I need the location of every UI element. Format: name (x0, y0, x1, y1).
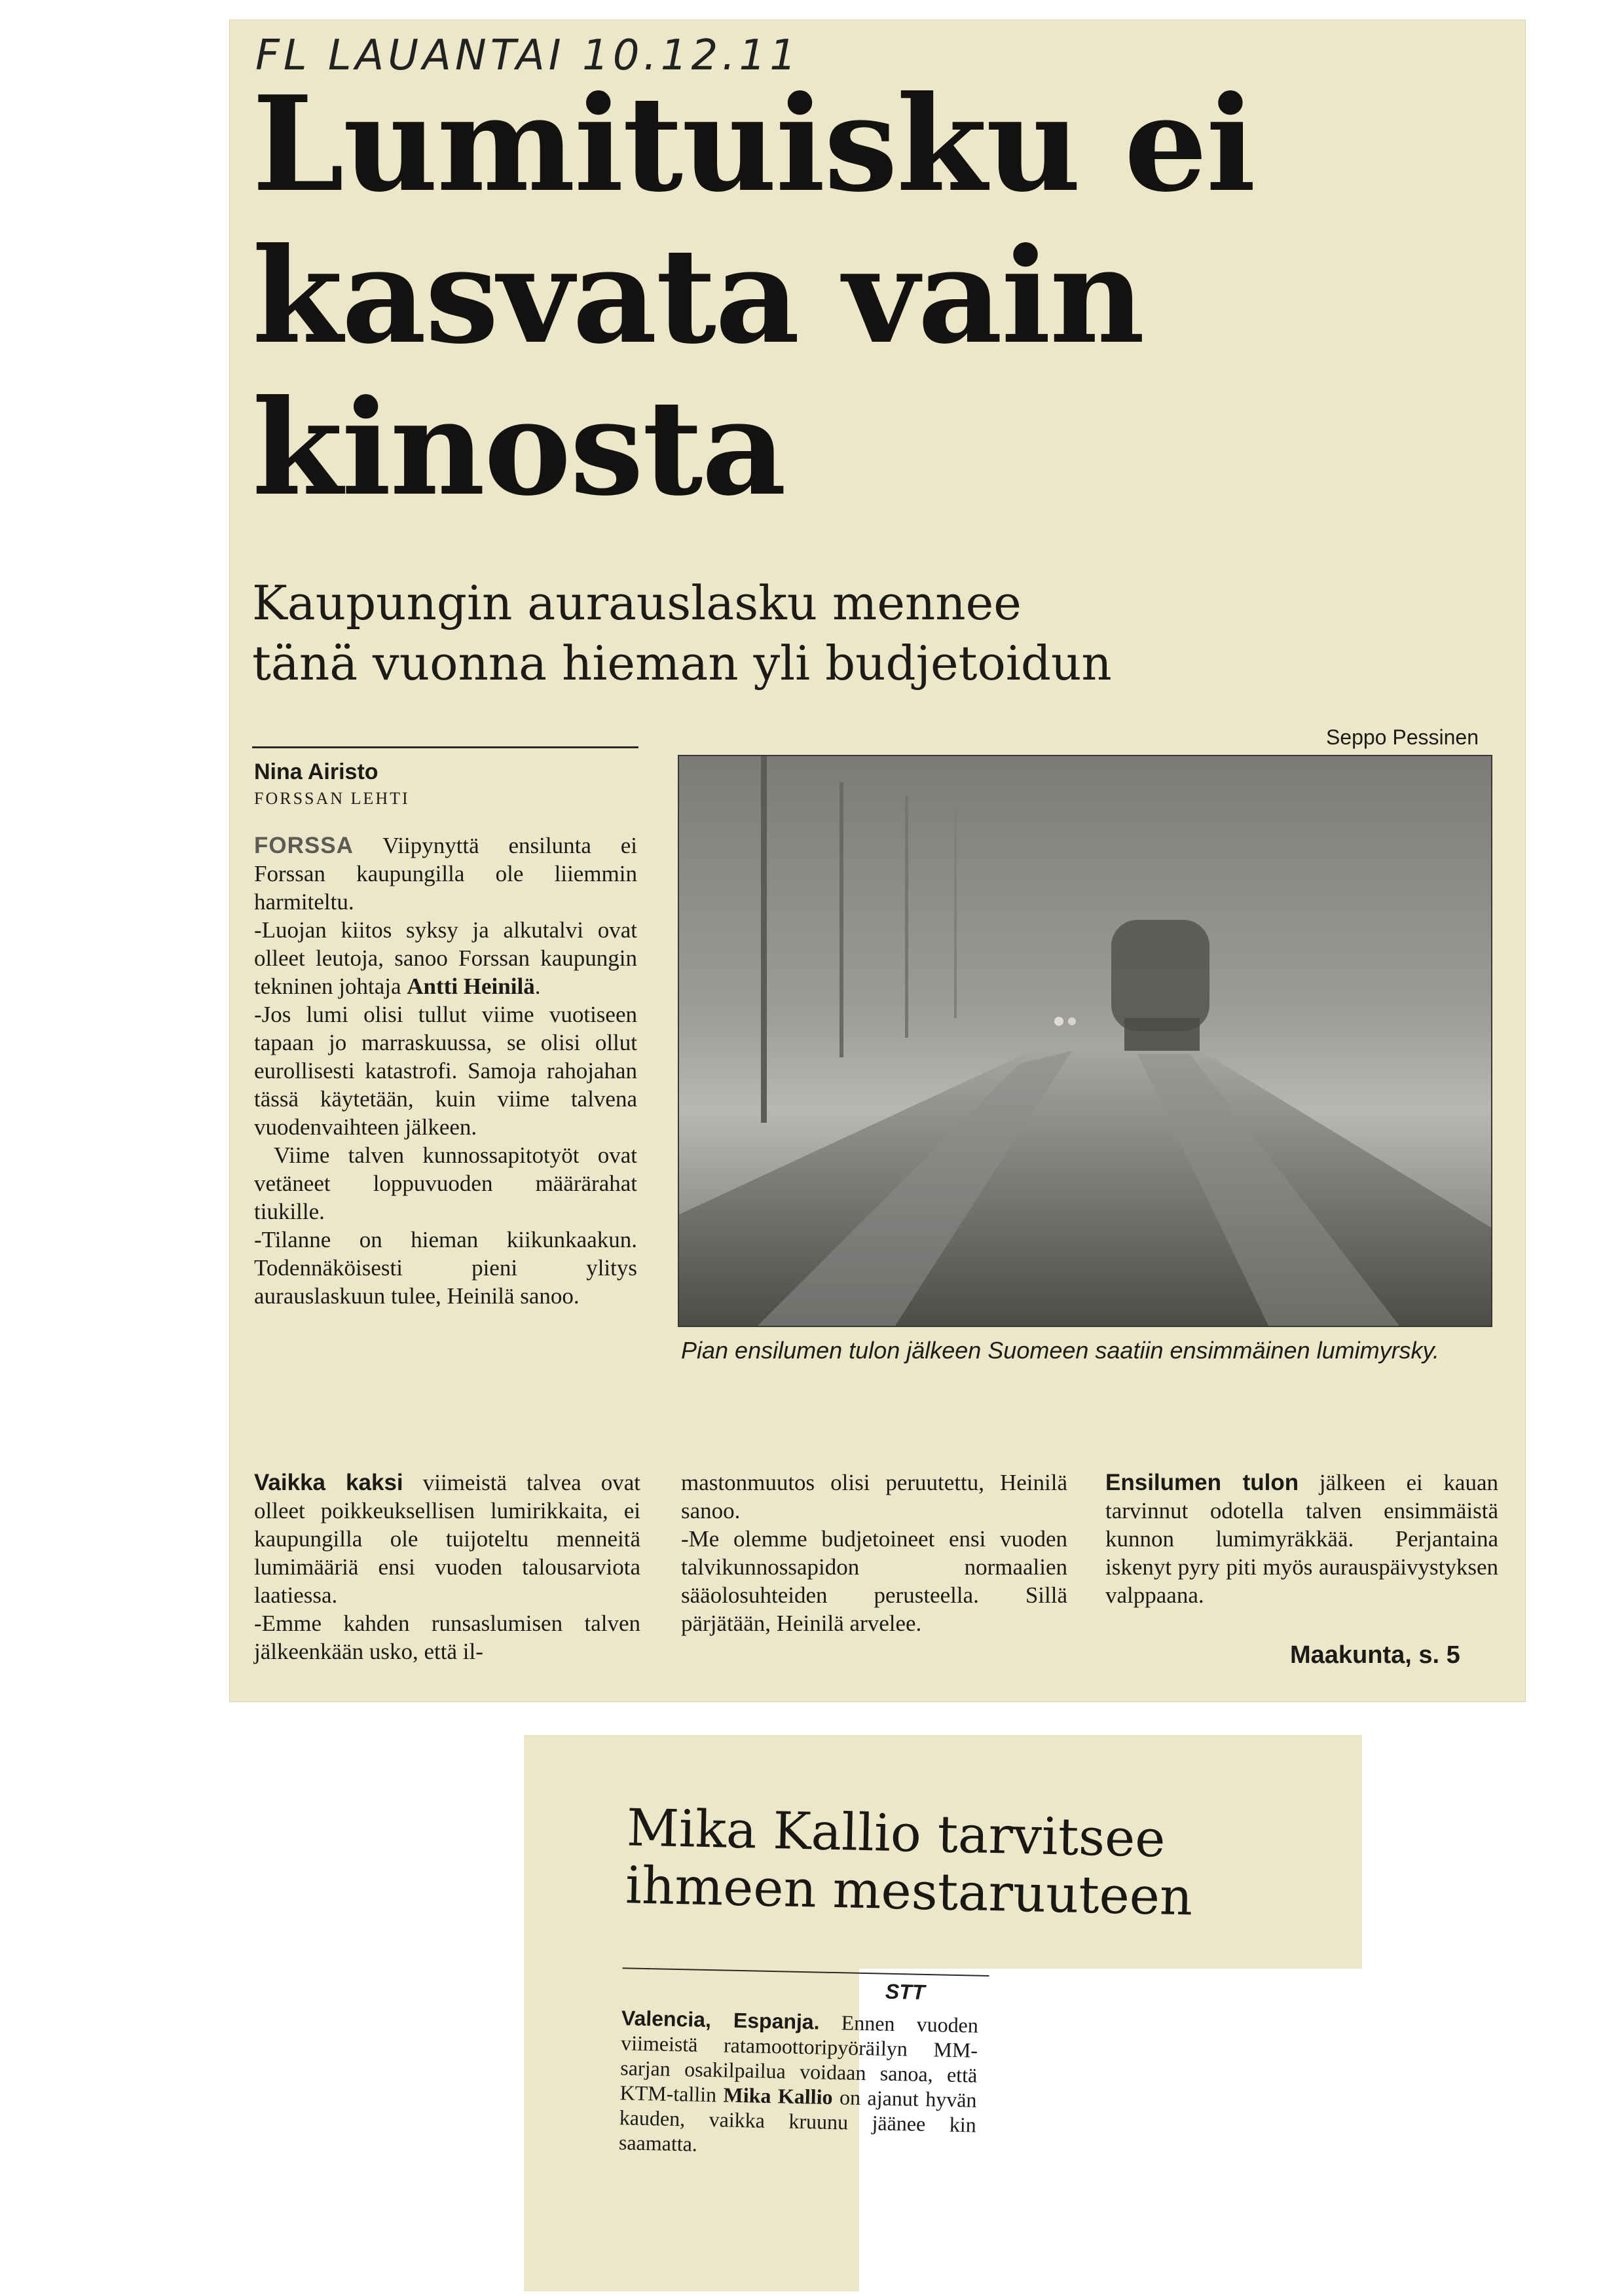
paragraph-text: Ennen vuoden viimeistä ratamoottoripyöräilyn MM-sarjan osakilpailua voidaan sanoa, että KTM-tallin (619, 2011, 979, 2107)
paragraph: -Tilanne on hieman kiikunkaakun. Todennäköisesti pieni ylitys aurauslaskuun tulee, Heinilä sanoo. (254, 1227, 637, 1309)
paragraph (254, 916, 637, 1000)
paragraph-text: . (534, 974, 541, 999)
paragraph: -Me olemme budjetoineet ensi vuoden talvikunnossapidon normaalien sääolosuhteiden perusteella. Sillä pärjätään, Heinilä arvelee. (681, 1526, 1067, 1636)
byline-newspaper: FORSSAN LEHTI (254, 789, 410, 808)
secondary-article (512, 1735, 1362, 2296)
paragraph-text: -Luojan kiitos syksy ja alkutalvi ovat olleet leutoja, sanoo Forssan kaupungin tekninen johtaja (254, 917, 637, 999)
paragraph (254, 831, 637, 916)
secondary-headline: Mika Kallio tarvitsee ihmeen mestaruuteen (625, 1798, 1194, 1927)
paragraph (619, 2005, 979, 2162)
snowstorm-photo (678, 755, 1492, 1327)
paragraph (254, 1468, 640, 1609)
article-column-1 (254, 831, 637, 1310)
photo-caption: Pian ensilumen tulon jälkeen Suomeen saatiin ensimmäinen lumimyrsky. (681, 1337, 1439, 1364)
news-agency: STT (885, 1979, 925, 2004)
paragraph: -Jos lumi olisi tullut viime vuotiseen tapaan jo marraskuussa, se olisi ollut eurollisesti katastrofi. Samoja rahojahan tässä käytetään, kuin viime talvena vuodenvaihteen jälkeen. (254, 1002, 637, 1140)
secondary-divider (623, 1967, 989, 1977)
paragraph-text: on ajanut hyvän kauden, vaikka kruunu jäänee kin saamatta. (618, 2085, 977, 2156)
photo-credit: Seppo Pessinen (1325, 725, 1479, 749)
cross-reference: Maakunta, s. 5 (1290, 1641, 1460, 1669)
paragraph: -Emme kahden runsaslumisen talven jälkeenkään usko, että il- (254, 1611, 640, 1664)
snowstorm-photo-image (679, 756, 1491, 1326)
paragraph-text: Viipynyttä ensilunta ei Forssan kaupungilla ole liiemmin harmiteltu. (254, 833, 637, 915)
paragraph-text: viimeistä talvea ovat olleet poikkeuksellisen lumirikkaita, ei kaupungilla ole tuijoteltu menneitä lumimääriä ensi vuoden talousarviota laatiessa. (254, 1470, 640, 1608)
handwritten-date-note: FL LAUANTAI 10.12.11 (255, 31, 800, 80)
byline-author: Nina Airisto (254, 759, 378, 784)
secondary-body (619, 2005, 979, 2162)
article-column-2 (254, 1468, 640, 1666)
article-headline: Lumituisku ei kasvata vain kinosta (252, 67, 1255, 525)
person-name: Antti Heinilä (407, 974, 535, 999)
paragraph-text: jälkeen ei kauan tarvinnut odotella talven ensimmäistä kunnon lumimyräkkää. Perjantaina iskenyt pyry piti myös aurauspäivystyksen valppaana. (1105, 1470, 1498, 1608)
dateline: Valencia, Espanja. (621, 2006, 820, 2034)
dateline: FORSSA (254, 833, 354, 858)
article-column-3 (681, 1468, 1067, 1637)
lead-in: Ensilumen tulon (1105, 1470, 1299, 1495)
article-column-4 (1105, 1468, 1498, 1609)
byline-divider (252, 746, 638, 748)
paragraph: Viime talven kunnossapitotyöt ovat vetäneet loppuvuoden määrärahat tiukille. (254, 1142, 637, 1224)
article-subheadline: Kaupungin aurauslasku mennee tänä vuonna hieman yli budjetoidun (252, 575, 1112, 691)
lead-in: Vaikka kaksi (254, 1470, 403, 1495)
paragraph: mastonmuutos olisi peruutettu, Heinilä sanoo. (681, 1470, 1067, 1523)
paragraph (1105, 1468, 1498, 1609)
person-name: Mika Kallio (723, 2083, 833, 2109)
